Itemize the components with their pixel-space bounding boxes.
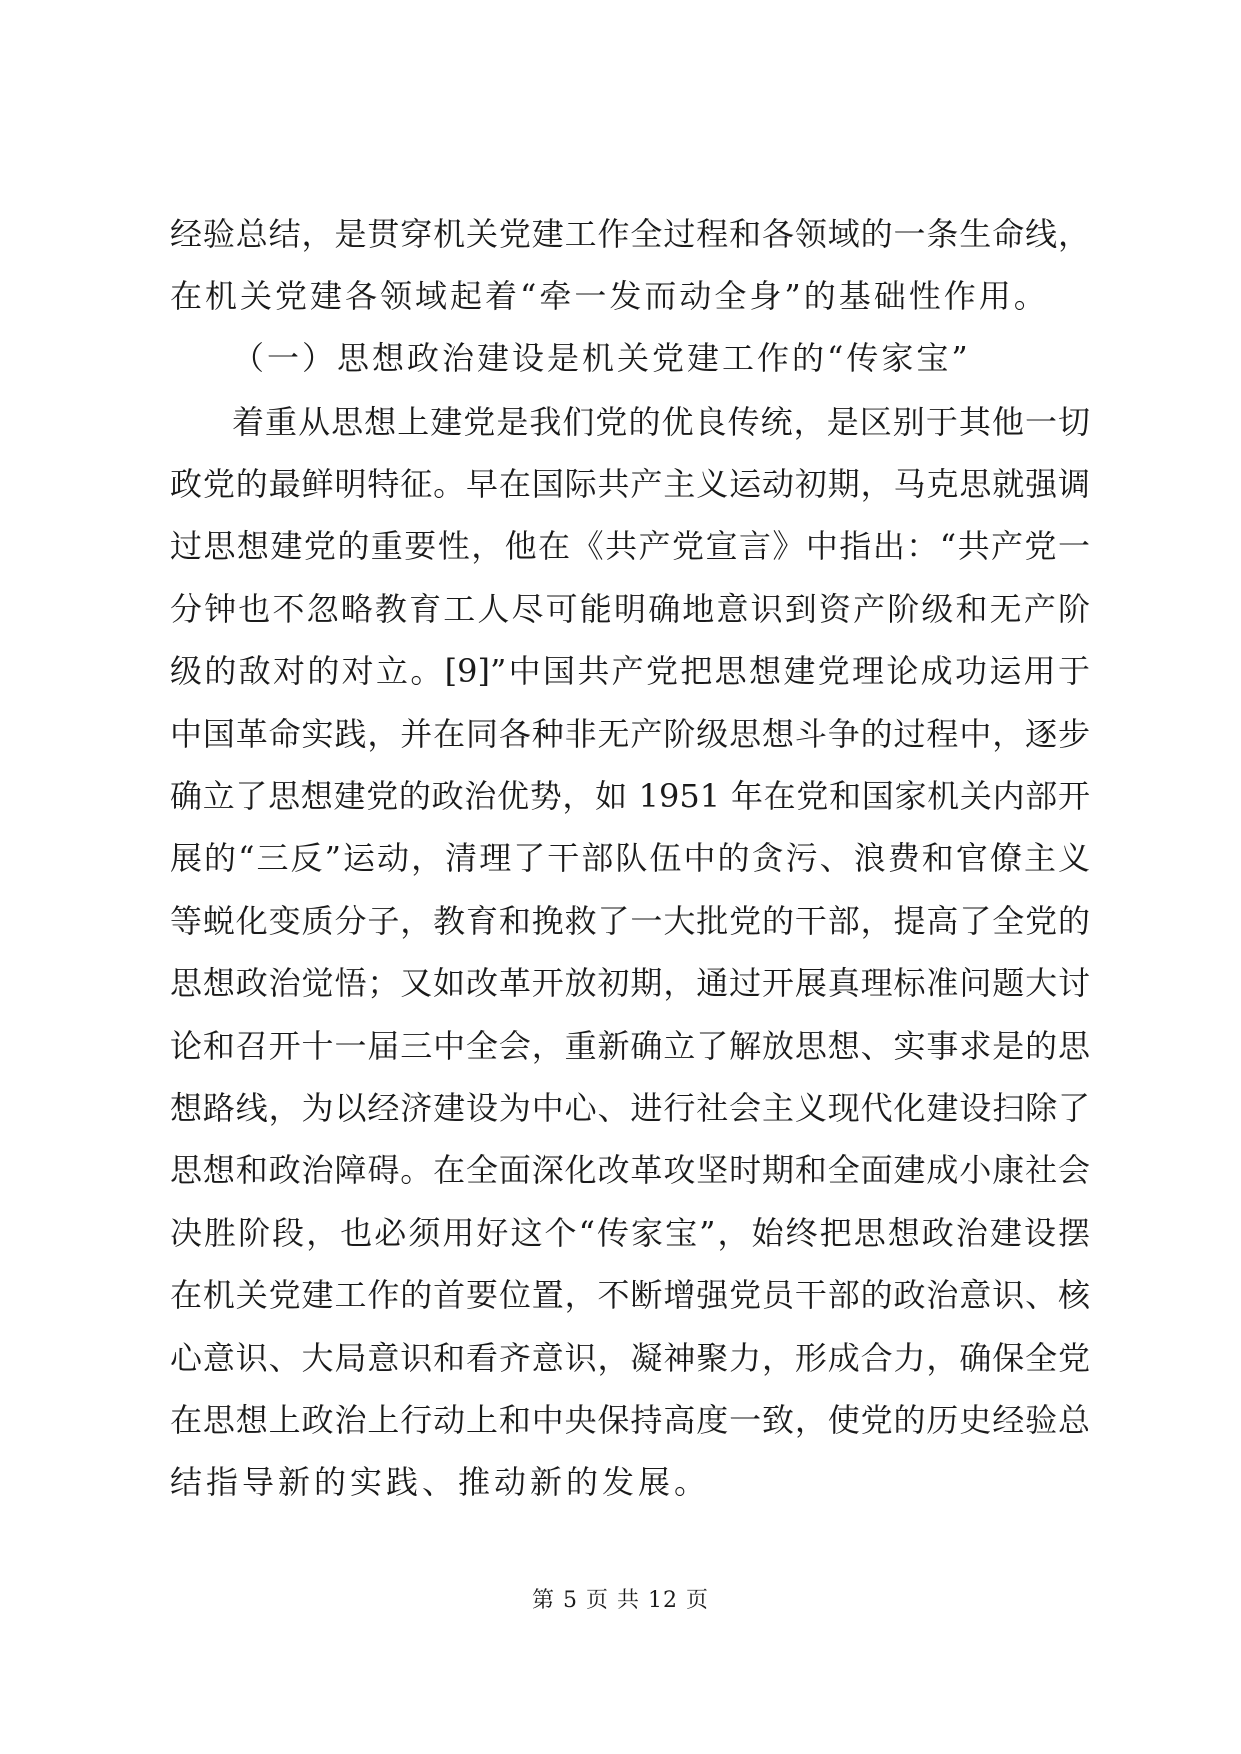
paragraph-line: 论和召开十一届三中全会，重新确立了解放思想、实事求是的思 (170, 1027, 1090, 1065)
paragraph-line: 级的敌对的对立。[9]”中国共产党把思想建党理论成功运用于 (170, 652, 1090, 690)
paragraph-line: 分钟也不忽略教育工人尽可能明确地意识到资产阶级和无产阶 (170, 590, 1090, 628)
paragraph-line: 中国革命实践，并在同各种非无产阶级思想斗争的过程中，逐步 (170, 715, 1090, 753)
paragraph-line: 展的“三反”运动，清理了干部队伍中的贪污、浪费和官僚主义 (170, 839, 1090, 877)
paragraph-line: 在机关党建工作的首要位置，不断增强党员干部的政治意识、核 (170, 1276, 1090, 1314)
paragraph-line: 在机关党建各领域起着“牵一发而动全身”的基础性作用。 (170, 277, 1049, 315)
paragraph-line: 结指导新的实践、推动新的发展。 (170, 1463, 711, 1501)
paragraph-line: 思想政治觉悟；又如改革开放初期，通过开展真理标准问题大讨 (170, 964, 1090, 1002)
paragraph-line: 心意识、大局意识和看齐意识，凝神聚力，形成合力，确保全党 (170, 1339, 1090, 1377)
paragraph-line: 政党的最鲜明特征。早在国际共产主义运动初期，马克思就强调 (170, 465, 1090, 503)
paragraph-line: 过思想建党的重要性，他在《共产党宣言》中指出：“共产党一 (170, 527, 1090, 565)
paragraph-line: 思想和政治障碍。在全面深化改革攻坚时期和全面建成小康社会 (170, 1151, 1090, 1189)
paragraph-line: 经验总结，是贯穿机关党建工作全过程和各领域的一条生命线， (170, 215, 1090, 253)
paragraph-line: 想路线，为以经济建设为中心、进行社会主义现代化建设扫除了 (170, 1089, 1090, 1127)
page-number-footer: 第 5 页 共 12 页 (532, 1588, 709, 1613)
paragraph-line: 等蜕化变质分子，教育和挽救了一大批党的干部，提高了全党的 (170, 902, 1090, 940)
paragraph-line: 着重从思想上建党是我们党的优良传统，是区别于其他一切 (232, 403, 1090, 441)
paragraph-line: 确立了思想建党的政治优势，如 1951 年在党和国家机关内部开 (170, 777, 1090, 815)
paragraph-line: 决胜阶段，也必须用好这个“传家宝”，始终把思想政治建设摆 (170, 1214, 1090, 1252)
paragraph-line: 在思想上政治上行动上和中央保持高度一致，使党的历史经验总 (170, 1401, 1090, 1439)
section-heading: （一）思想政治建设是机关党建工作的“传家宝” (232, 339, 971, 377)
